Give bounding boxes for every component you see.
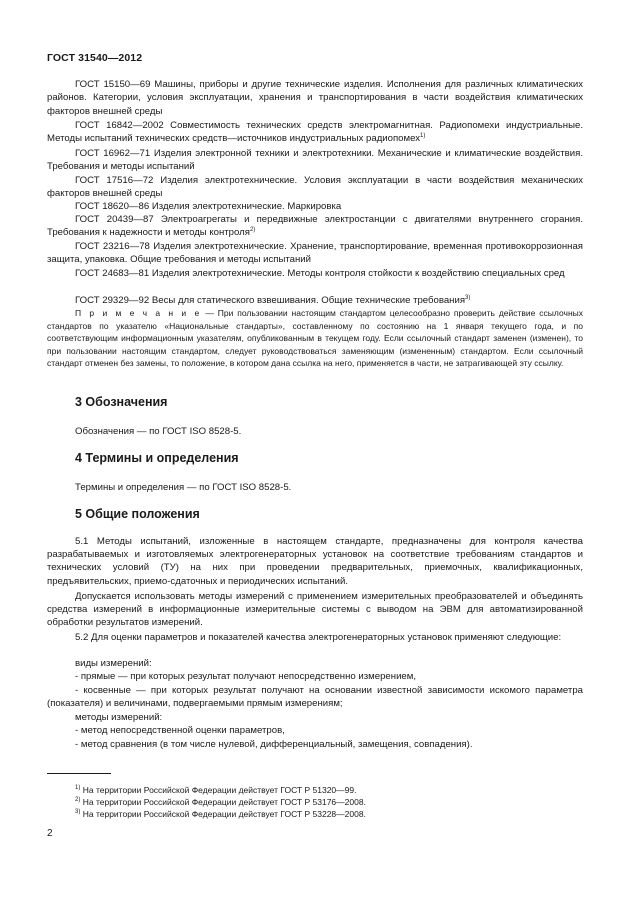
list-item: виды измерений: [75, 658, 152, 669]
section-heading: 4 Термины и определения [75, 451, 239, 465]
reference-item: ГОСТ 23216—78 Изделия электротехнические. Хранение, транспортирование, временная противокоррозионная защита, упаковка. Общие требования и методы испытаний [47, 241, 583, 266]
paragraph: 5.1 Методы испытаний, изложенные в настоящем стандарте, предназначены для контроля качества разрабатываемых и изготовляемых электрогенераторных установок на соответствие требованиям стандартов и технических условий (ТУ) на них при проведении предварительных, приемочных, квалификационных, предъявительских, приемо-сдаточных и периодических испытаний. [47, 536, 583, 587]
section-body: Обозначения — по ГОСТ ISO 8528-5. [75, 426, 242, 437]
reference-item: ГОСТ 18620—86 Изделия электротехнические. Маркировка [75, 201, 342, 212]
footnote: $^{1)}$ На территории Российской Федерации действует ГОСТ Р 51320—99. [75, 785, 357, 795]
reference-item: ГОСТ 15150—69 Машины, приборы и другие технические изделия. Исполнения для различных климатических районов. Категории, условия эксплуатации, хранения и транспортирования в части воздействия климатических факторов внешней среды [47, 79, 583, 117]
section-heading: 5 Общие положения [75, 507, 200, 521]
list-item: - метод сравнения (в том числе нулевой, дифференциальный, замещения, совпадения). [75, 739, 473, 750]
footnote-divider [47, 773, 111, 774]
section-heading: 3 Обозначения [75, 395, 168, 409]
section-body: Термины и определения — по ГОСТ ISO 8528-5. [75, 482, 292, 493]
list-item: - косвенные — при которых результат получают на основании известной зависимости искомого параметра (показателя) и величинами, подвергаемыми прямым измерениям; [47, 685, 583, 710]
footnote: $^{2)}$ На территории Российской Федерации действует ГОСТ Р 53176—2008. [75, 797, 366, 807]
reference-item: ГОСТ 16962—71 Изделия электронной техники и электротехники. Механические и климатические воздействия. Требования и методы испытаний [47, 148, 583, 173]
document-header: ГОСТ 31540—2012 [47, 52, 143, 64]
reference-item: ГОСТ 24683—81 Изделия электротехнические. Методы контроля стойкости к воздействию специальных сред [75, 268, 565, 279]
reference-item: ГОСТ 17516—72 Изделия электротехнические. Условия эксплуатации в части воздействия механических факторов внешней среды [47, 175, 583, 200]
footnote: $^{3)}$ На территории Российской Федерации действует ГОСТ Р 53228—2008. [75, 809, 366, 819]
note-paragraph: П р и м е ч а н и е — При пользовании настоящим стандартом целесообразно проверить действие ссылочных стандартов по указателю «Национальные стандарты», составленному по состоянию на 1 января текущего года, и по соответствующим информационным указателям, опубликованным в текущем году. Если ссылочный стандарт заменен (изменен), то при пользовании настоящим стандартом, следует руководствоваться заменяющим (измененным) стандартом. Если ссылочный стандарт отменен без замены, то положение, в котором дана ссылка на него, применяется в части, не затрагивающей эту ссылку. [47, 308, 583, 369]
list-item: методы измерений: [75, 712, 163, 723]
paragraph: Допускается использовать методы измерений с применением измерительных преобразователей и объединять средства измерений в информационные измерительные системы с выводом на ЭВМ для автоматизированной обработки результатов измерений. [47, 591, 583, 629]
list-item: - метод непосредственной оценки параметров, [75, 725, 285, 736]
paragraph: 5.2 Для оценки параметров и показателей качества электрогенераторных установок применяют следующие: [75, 632, 562, 643]
reference-item: ГОСТ 16842—2002 Совместимость технических средств электромагнитная. Радиопомехи индустриальные. Методы испытаний технических средств—источников индустриальных радиопомех$^{1)}$ [47, 120, 583, 145]
reference-item: ГОСТ 20439—87 Электроагрегаты и передвижные электростанции с двигателями внутреннего сгорания. Требования к надежности и методы контроля$^{2)}$ [47, 214, 583, 239]
list-item: - прямые — при которых результат получают непосредственно измерением, [75, 671, 417, 682]
page-number: 2 [47, 828, 53, 839]
reference-item: ГОСТ 29329—92 Весы для статического взвешивания. Общие технические требования$^{3)}$ [75, 295, 471, 306]
